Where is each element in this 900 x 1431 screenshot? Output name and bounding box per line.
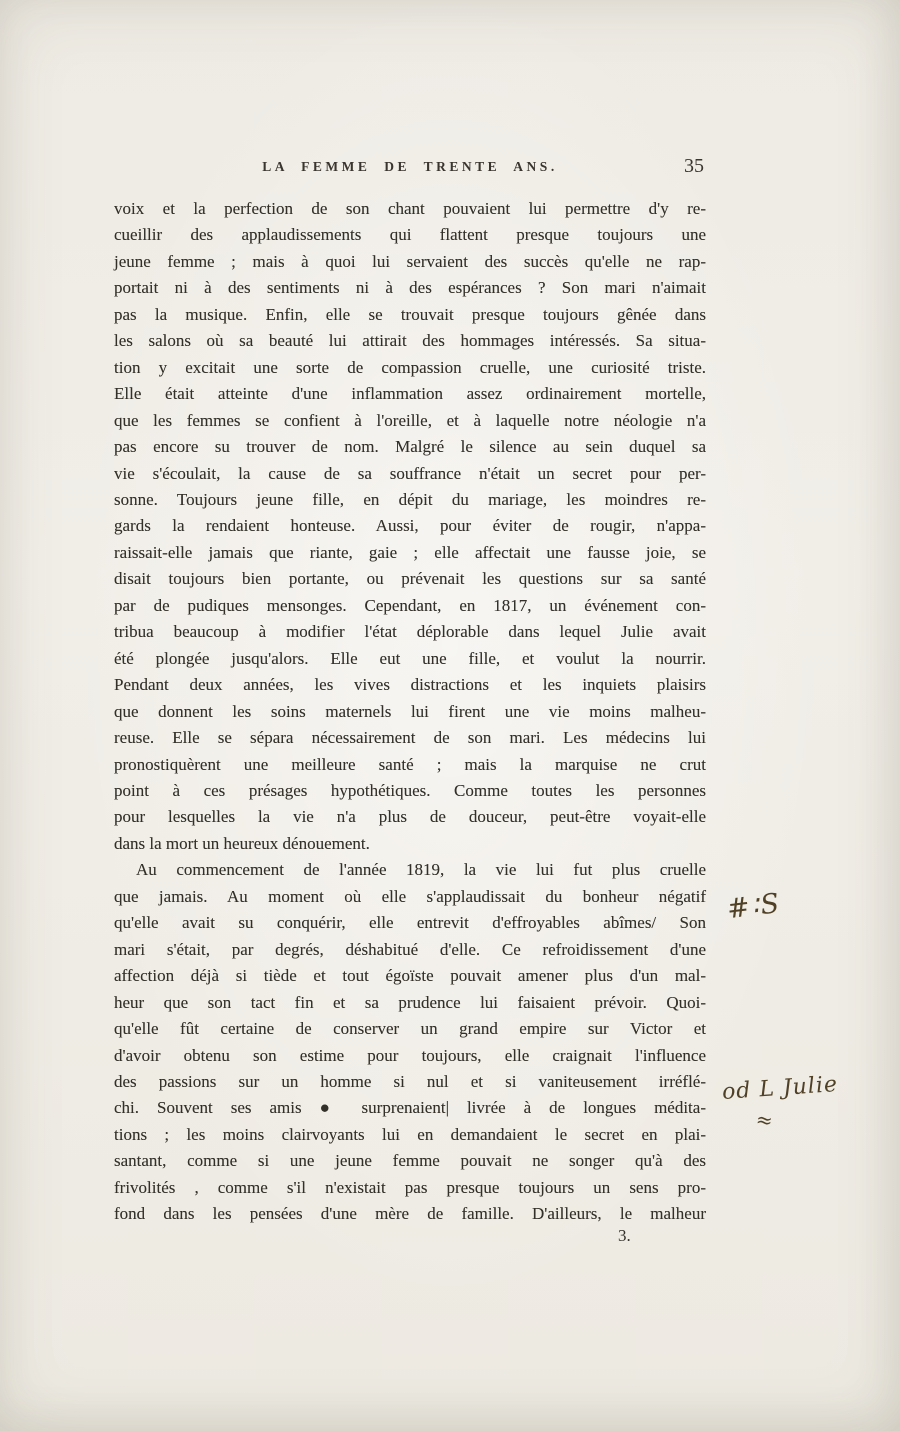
text-line: chi. Souvent ses amis ● surprenaient| livrée à de longues médita- — [114, 1098, 706, 1118]
running-title: LA FEMME DE TRENTE ANS. — [262, 159, 558, 174]
text-line: tribua beaucoup à modifier l'état déplorable dans lequel Julie avait — [114, 622, 706, 642]
text-line: raissait-elle jamais que riante, gaie ; elle affectait une fausse joie, se — [114, 542, 706, 562]
handwritten-margin-mark: #∶S — [725, 887, 783, 926]
text-line: reuse. Elle se sépara nécessairement de son mari. Les médecins lui — [114, 728, 706, 748]
text-line: que les femmes se confient à l'oreille, et à laquelle notre néologie n'a — [114, 410, 706, 430]
page-header — [114, 155, 706, 185]
text-line: disait toujours bien portante, ou prévenait les questions sur sa santé — [114, 569, 706, 589]
text-line: par de pudiques mensonges. Cependant, en 1817, un événement con- — [114, 595, 706, 615]
text-line: mari s'était, par degrés, déshabitué d'elle. Ce refroidissement d'une — [114, 939, 706, 959]
text-line: cueillir des applaudissements qui flattent presque toujours une — [114, 225, 706, 245]
text-line: tions ; les moins clairvoyants lui en demandaient le secret en plai- — [114, 1124, 706, 1144]
text-line: qu'elle avait su conquérir, elle entrevit d'effroyables abîmes/ Son — [114, 913, 706, 933]
text-line: Pendant deux années, les vives distractions et les inquiets plaisirs — [114, 675, 706, 695]
text-line: affection déjà si tiède et tout égoïste pouvait amener plus d'un mal- — [114, 966, 706, 986]
page-number: 35 — [684, 155, 704, 177]
text-line: point à ces présages hypothétiques. Comme toutes les personnes — [114, 780, 706, 800]
text-line: santant, comme si une jeune femme pouvait ne songer qu'à des — [114, 1151, 706, 1171]
signature-mark: 3. — [618, 1226, 631, 1245]
text-line: jeune femme ; mais à quoi lui servaient des succès qu'elle ne rap- — [114, 251, 706, 271]
text-line: gards la rendaient honteuse. Aussi, pour éviter de rougir, n'appa- — [114, 516, 706, 536]
text-line: les salons où sa beauté lui attirait des hommages intéressés. Sa situa- — [114, 331, 706, 351]
handwritten-margin-note: od L Julie — [721, 1071, 839, 1106]
text-line: qu'elle fût certaine de conserver un grand empire sur Victor et — [114, 1019, 706, 1039]
text-line: vie s'écoulait, la cause de sa souffrance n'était un secret pour per- — [114, 463, 706, 483]
text-line: portait ni à des sentiments ni à des espérances ? Son mari n'aimait — [114, 278, 706, 298]
text-line: des passions sur un homme si nul et si vaniteusement irréflé- — [114, 1071, 706, 1091]
text-line: été plongée jusqu'alors. Elle eut une fille, et voulut la nourrir. — [114, 648, 706, 668]
text-line: que donnent les soins maternels lui firent une vie moins malheu- — [114, 701, 706, 721]
text-line: dans la mort un heureux dénouement. — [114, 833, 370, 853]
text-line: fond dans les pensées d'une mère de famille. D'ailleurs, le malheur — [114, 1204, 706, 1224]
text-line: d'avoir obtenu son estime pour toujours, elle craignait l'influence — [114, 1045, 706, 1065]
text-line: tion y excitait une sorte de compassion cruelle, une curiosité triste. — [114, 357, 706, 377]
text-line: Elle était atteinte d'une inflammation assez ordinairement mortelle, — [114, 384, 706, 404]
handwritten-squiggle-mark: ≈ — [754, 1106, 775, 1134]
text-line: que jamais. Au moment où elle s'applaudissait du bonheur négatif — [114, 886, 706, 906]
text-line: sonne. Toujours jeune fille, en dépit du mariage, les moindres re- — [114, 489, 706, 509]
body-text-block — [114, 196, 706, 1228]
text-line: heur que son tact fin et sa prudence lui faisaient prévoir. Quoi- — [114, 992, 706, 1012]
text-line: pronostiquèrent une meilleure santé ; mais la marquise ne crut — [114, 754, 706, 774]
text-line: voix et la perfection de son chant pouvaient lui permettre d'y re- — [114, 199, 706, 218]
text-line: pour lesquelles la vie n'a plus de douceur, peut-être voyait-elle — [114, 807, 706, 827]
text-line: pas encore su trouver de nom. Malgré le silence au sein duquel sa — [114, 437, 706, 457]
text-line: Au commencement de l'année 1819, la vie lui fut plus cruelle — [136, 860, 706, 880]
text-line: frivolités , comme s'il n'existait pas presque toujours un sens pro- — [114, 1177, 706, 1197]
text-line: pas la musique. Enfin, elle se trouvait presque toujours gênée dans — [114, 304, 706, 324]
